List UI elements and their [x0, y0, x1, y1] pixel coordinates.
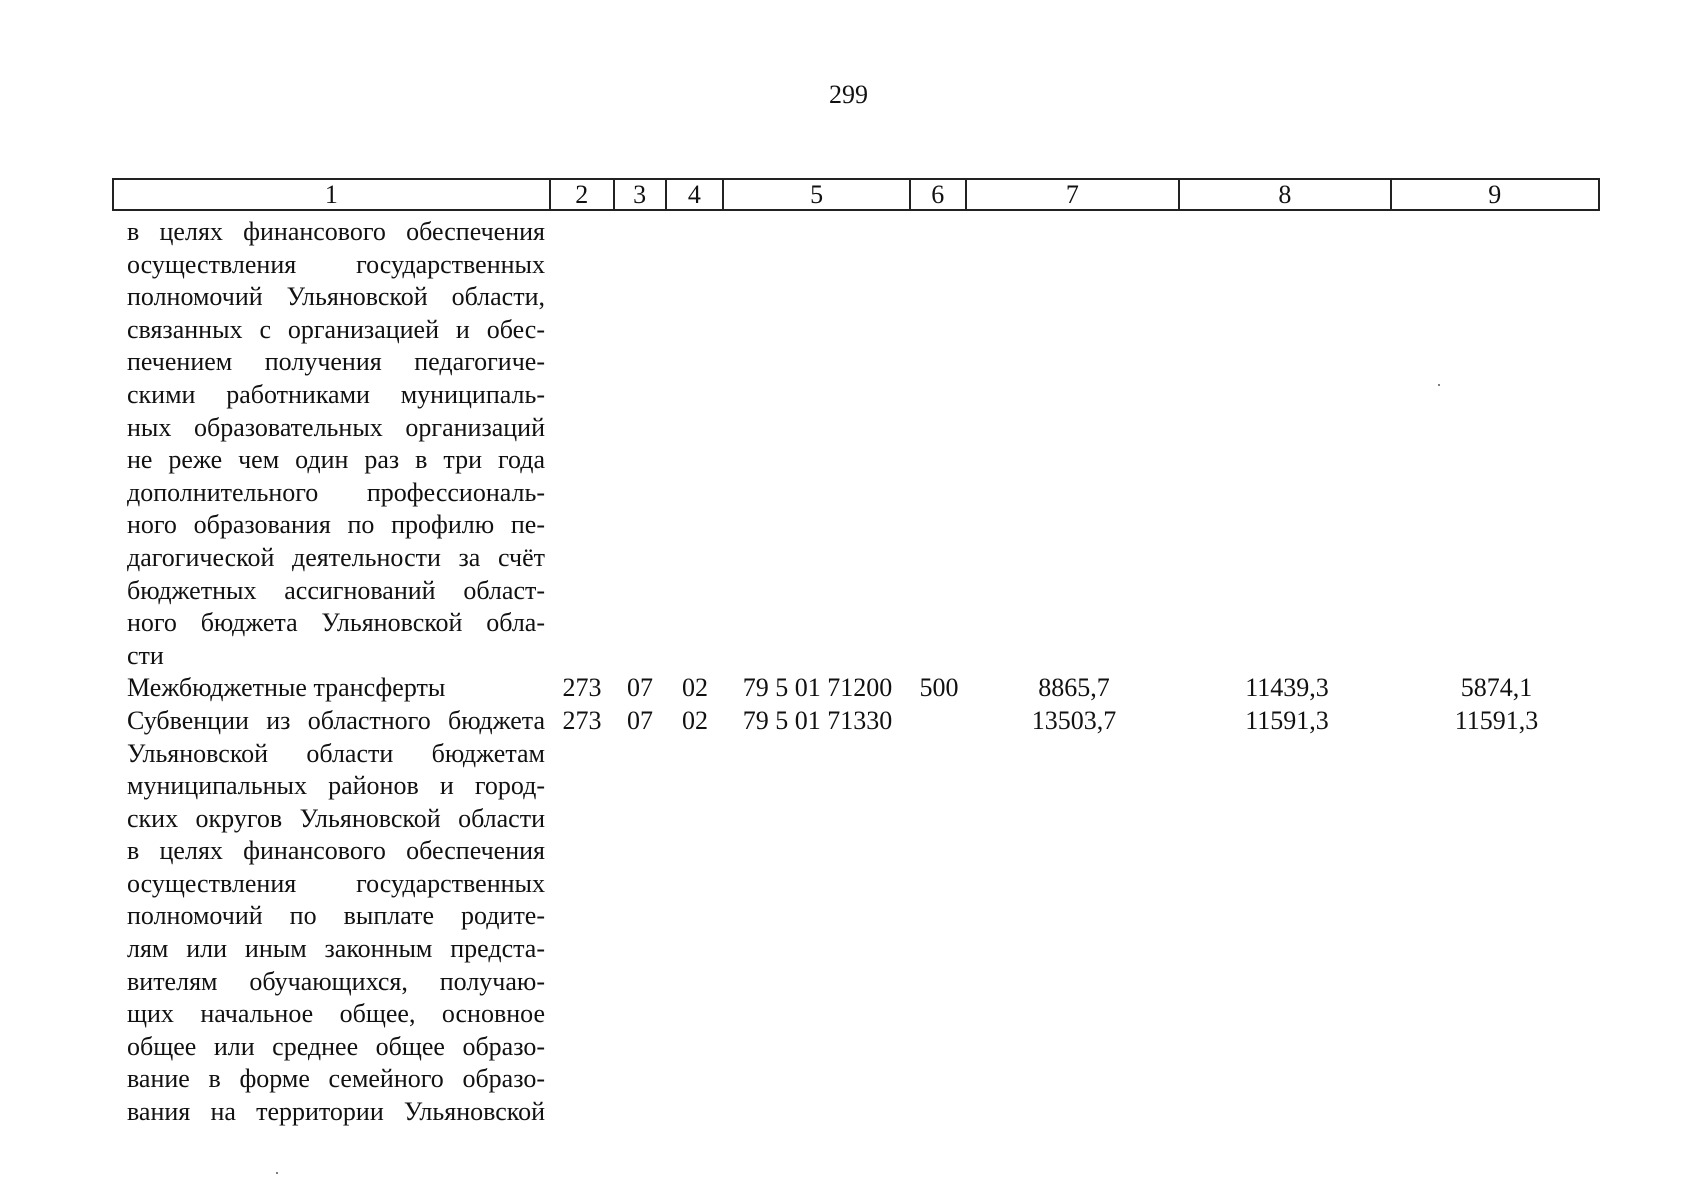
description-line: Субвенции из областного бюджета: [127, 705, 545, 735]
description-line: полномочий Ульяновской области,: [127, 282, 545, 312]
row-description: [112, 705, 550, 1129]
cell-target-article: 79 5 01 71200: [742, 673, 893, 703]
description-line: лям или иным законным предста-: [127, 934, 545, 964]
page-number: 299: [829, 80, 868, 109]
description-line: муниципальных районов и город-: [127, 771, 545, 801]
scan-speck: [1438, 384, 1440, 386]
column-header-1: 1: [114, 180, 551, 209]
cell-admin-code: 273: [562, 673, 602, 703]
description-line: сти: [127, 640, 164, 670]
cell-section: 07: [627, 705, 653, 735]
description-line: ного образования по профилю пе-: [127, 510, 545, 540]
description-line: дагогической деятельности за счёт: [127, 542, 545, 572]
row-description: [112, 672, 550, 705]
cell-amount-col9: 5874,1: [1460, 673, 1533, 703]
table-body: [112, 216, 1600, 1129]
table-row: [112, 216, 1600, 672]
cell-expense-type: [911, 705, 967, 1129]
description-line: щих начальное общее, основное: [127, 999, 545, 1029]
description-line: осуществления государственных: [127, 249, 545, 279]
description-line: дополнительного профессиональ-: [127, 477, 545, 507]
row-description: [112, 216, 550, 672]
column-header-9: 9: [1488, 180, 1502, 209]
scan-speck: [276, 1172, 278, 1174]
cell-amount-col9: 11591,3: [1454, 705, 1539, 735]
cell-target-article: [724, 216, 911, 672]
description-line: вание в форме семейного образо-: [127, 1064, 545, 1094]
column-header-4: 4: [667, 180, 725, 209]
cell-target-article: 79 5 01 71330: [742, 705, 893, 735]
description-line: в целях финансового обеспечения: [127, 836, 545, 866]
description-line: ного бюджета Ульяновской обла-: [127, 608, 545, 638]
table-row: [112, 672, 1600, 705]
cell-amount-col8: [1181, 216, 1393, 672]
description-line: осуществления государственных: [127, 868, 545, 898]
column-header-6: 6: [911, 180, 967, 209]
description-line: скими работниками муниципаль-: [127, 379, 545, 409]
description-line: вителям обучающихся, получаю-: [127, 966, 545, 996]
description-line: общее или среднее общее образо-: [127, 1031, 545, 1061]
cell-expense-type: 500: [919, 673, 959, 703]
description-line: Межбюджетные трансферты: [127, 673, 446, 703]
description-line: бюджетных ассигнований област-: [127, 575, 545, 605]
cell-section: [614, 216, 666, 672]
description-line: не реже чем один раз в три года: [127, 445, 545, 475]
description-line: полномочий по выплате родите-: [127, 901, 545, 931]
table-row: [112, 705, 1600, 1129]
column-header-3: 3: [615, 180, 667, 209]
description-line: ных образовательных организаций: [127, 412, 545, 442]
description-line: связанных с организацией и обес-: [127, 314, 545, 344]
description-line: ских округов Ульяновской области: [127, 803, 545, 833]
cell-section: 07: [627, 673, 653, 703]
description-line: вания на территории Ульяновской: [127, 1097, 545, 1127]
cell-amount-col7: 13503,7: [1031, 705, 1117, 735]
cell-subsection: [666, 216, 724, 672]
cell-subsection: 02: [682, 673, 708, 703]
cell-amount-col7: [967, 216, 1181, 672]
cell-amount-col8: 11591,3: [1245, 705, 1329, 735]
cell-amount-col9: [1393, 216, 1600, 672]
cell-amount-col7: 8865,7: [1038, 673, 1110, 703]
column-header-5: 5: [724, 180, 911, 209]
cell-admin-code: [550, 216, 614, 672]
table-header-row: [112, 178, 1600, 211]
column-header-2: 2: [551, 180, 615, 209]
cell-amount-col8: 11439,3: [1245, 673, 1329, 703]
column-header-8: 8: [1180, 180, 1391, 209]
cell-expense-type: [911, 216, 967, 672]
description-line: печением получения педагогиче-: [127, 347, 545, 377]
description-line: Ульяновской области бюджетам: [127, 738, 545, 768]
cell-admin-code: 273: [562, 705, 602, 735]
description-line: в целях финансового обеспечения: [127, 217, 545, 246]
column-header-7: 7: [967, 180, 1180, 209]
cell-subsection: 02: [682, 705, 708, 735]
